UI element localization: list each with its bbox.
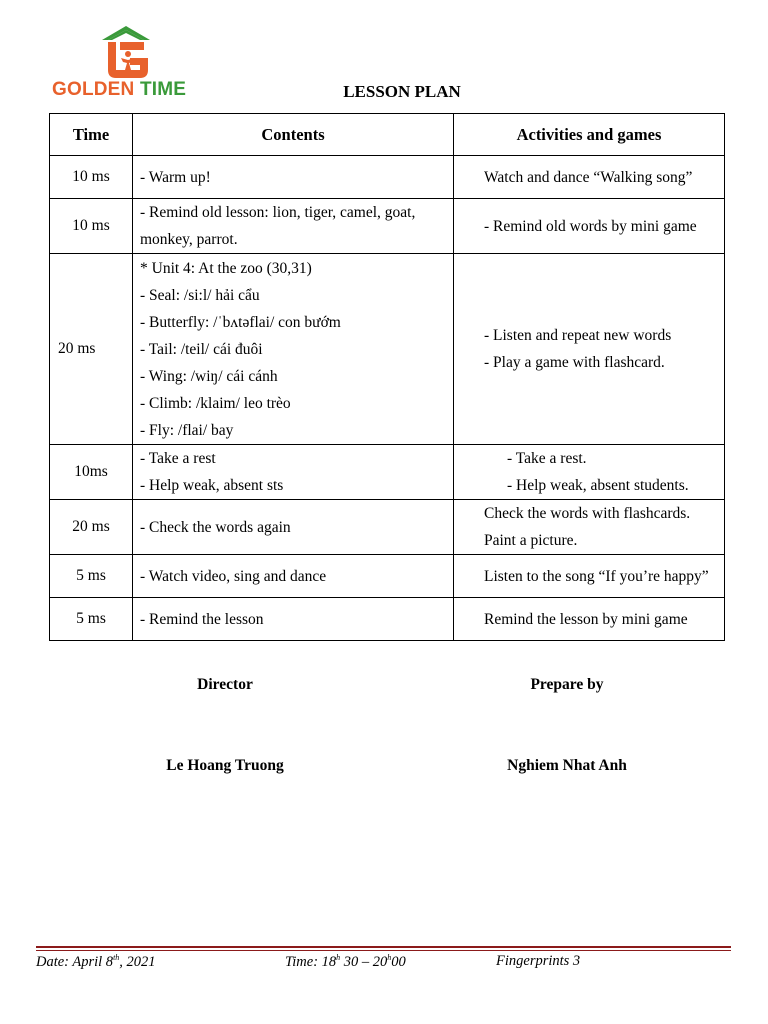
- logo-emblem-icon: [100, 24, 152, 80]
- director-name: Le Hoang Truong: [166, 757, 284, 774]
- row-contents: - Check the words again: [133, 500, 454, 555]
- row-contents: - Warm up!: [133, 156, 454, 199]
- footer-class: Fingerprints 3: [496, 953, 581, 969]
- row-activities: Check the words with flashcards. Paint a picture.: [454, 500, 725, 555]
- table-row: [50, 199, 725, 254]
- row-time: 20 ms: [50, 254, 133, 445]
- lesson-plan-table: [49, 113, 725, 641]
- header-time: Time: [50, 114, 133, 156]
- page-title: LESSON PLAN: [343, 82, 461, 101]
- row-contents: * Unit 4: At the zoo (30,31) - Seal: /si:l/ hải cẩu - Butterfly: /ˈbʌtəflai/ con bướm - Tail: /teil/ cái đuôi - Wing: /wiŋ/ cái cánh - Climb: /klaim/ leo trèo - Fly: /flai/ bay: [133, 254, 454, 445]
- table-row: [50, 555, 725, 598]
- row-time: 20 ms: [50, 500, 133, 555]
- row-time: 10 ms: [50, 156, 133, 199]
- row-contents: - Take a rest - Help weak, absent sts: [133, 445, 454, 500]
- row-activities: - Take a rest. - Help weak, absent students.: [454, 445, 725, 500]
- row-activities: Listen to the song “If you’re happy”: [454, 555, 725, 598]
- row-contents: - Remind old lesson: lion, tiger, camel, goat, monkey, parrot.: [133, 199, 454, 254]
- row-activities: - Remind old words by mini game: [454, 199, 725, 254]
- footer-divider-thin: [36, 950, 731, 951]
- director-label: Director: [197, 676, 253, 693]
- footer-time: Time: 18$^h$ 30 – 20$^h$00: [285, 953, 406, 970]
- table-row: [50, 500, 725, 555]
- row-activities: Remind the lesson by mini game: [454, 598, 725, 641]
- table-row: [50, 445, 725, 500]
- table-header-row: [50, 114, 725, 156]
- logo-wordmark: GOLDEN TIME: [52, 79, 187, 100]
- row-contents: - Remind the lesson: [133, 598, 454, 641]
- row-activities: Watch and dance “Walking song”: [454, 156, 725, 199]
- table-row: [50, 254, 725, 445]
- row-time: 5 ms: [50, 598, 133, 641]
- preparer-name: Nghiem Nhat Anh: [507, 757, 627, 774]
- row-contents: - Watch video, sing and dance: [133, 555, 454, 598]
- table-row: [50, 156, 725, 199]
- header-contents: Contents: [133, 114, 454, 156]
- footer-divider: [36, 946, 731, 948]
- row-time: 10 ms: [50, 199, 133, 254]
- row-time: 5 ms: [50, 555, 133, 598]
- footer-date: Date: April 8th, 2021: [36, 953, 156, 970]
- row-activities: - Listen and repeat new words - Play a game with flashcard.: [454, 254, 725, 445]
- prepare-by-label: Prepare by: [530, 676, 604, 693]
- row-time: 10ms: [50, 445, 133, 500]
- header-activities: Activities and games: [454, 114, 725, 156]
- table-row: [50, 598, 725, 641]
